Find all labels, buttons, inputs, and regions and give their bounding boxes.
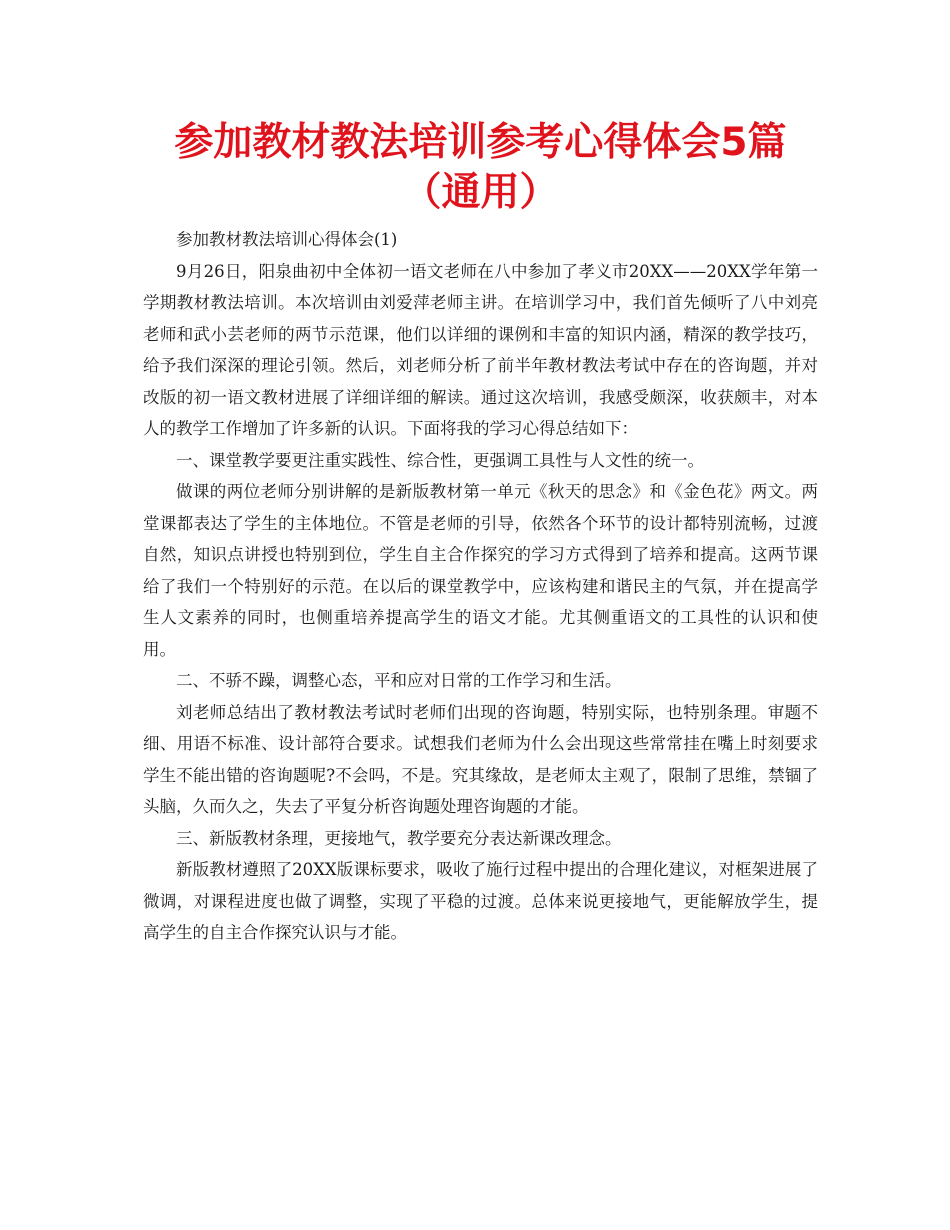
point-heading-2: 二、不骄不躁，调整心态，平和应对日常的工作学习和生活。 <box>176 671 622 690</box>
body-paragraph: 新版教材遵照了20XX版课标要求，吸收了施行过程中提出的合理化建议，对框架进展了微调，对课程进度也做了调整，实现了平稳的过渡。总体来说更接地气，更能解放学生，提高学生的自主合作探究认识与才能。 <box>143 860 818 942</box>
document-page <box>143 118 818 949</box>
section-heading: 参加教材教法培训心得体会(1) <box>176 230 398 249</box>
body-paragraph: 9月26日，阳泉曲初中全体初一语文老师在八中参加了孝义市20XX——20XX学年第一学期教材教法培训。本次培训由刘爱萍老师主讲。在培训学习中，我们首先倾听了八中刘亮老师和武小芸老师的两节示范课，他们以详细的课例和丰富的知识内涵，精深的教学技巧，给予我们深深的理论引领。然后，刘老师分析了前半年教材教法考试中存在的咨询题，并对改版的初一语文教材进展了详细详细的解读。通过这次培训，我感受颇深，收获颇丰，对本人的教学工作增加了许多新的认识。下面将我的学习心得总结如下： <box>143 261 818 438</box>
body-paragraph: 做课的两位老师分别讲解的是新版教材第一单元《秋天的思念》和《金色花》两文。两堂课都表达了学生的主体地位。不管是老师的引导，依然各个环节的设计都特别流畅，过渡自然，知识点讲授也特别到位，学生自主合作探究的学习方式得到了培养和提高。这两节课给了我们一个特别好的示范。在以后的课堂教学中，应该构建和谐民主的气氛，并在提高学生人文素养的同时，也侧重培养提高学生的语文才能。尤其侧重语文的工具性的认识和使用。 <box>143 482 818 659</box>
point-heading-3: 三、新版教材条理，更接地气，教学要充分表达新课改理念。 <box>176 828 622 848</box>
point-heading-1: 一、课堂教学要更注重实践性、综合性，更强调工具性与人文性的统一。 <box>176 450 704 470</box>
body-paragraph: 刘老师总结出了教材教法考试时老师们出现的咨询题，特别实际，也特别条理。审题不细、用语不标准、设计部符合要求。试想我们老师为什么会出现这些常常挂在嘴上时刻要求学生不能出错的咨询题呢?不会吗，不是。究其缘故，是老师太主观了，限制了思维，禁锢了头脑，久而久之，失去了平复分析咨询题处理咨询题的才能。 <box>143 702 818 816</box>
document-title: 参加教材教法培训参考心得体会5篇（通用） <box>174 120 787 215</box>
